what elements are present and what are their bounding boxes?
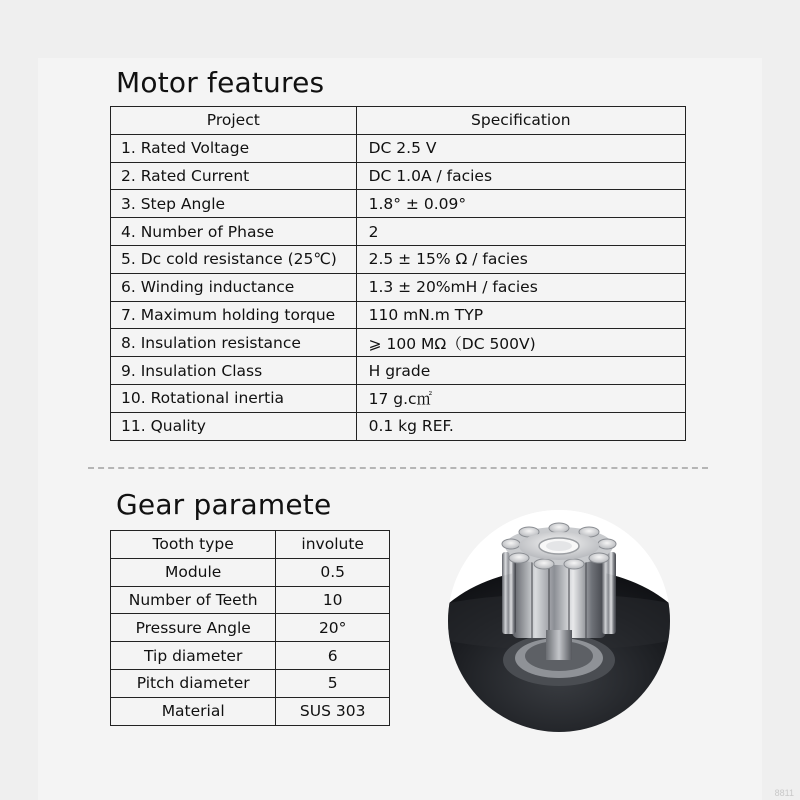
gear-illustration [448, 510, 670, 732]
row-label: Pitch diameter [111, 669, 276, 697]
row-value: 17 g.c㎡ [356, 384, 685, 412]
row-label: 4. Number of Phase [111, 218, 357, 246]
row-value: 20° [276, 614, 390, 642]
header-project: Project [111, 107, 357, 135]
row-value: H grade [356, 357, 685, 385]
row-value: 6 [276, 642, 390, 670]
watermark: 8811 [774, 788, 794, 798]
table-row [111, 162, 686, 190]
row-value: SUS 303 [276, 697, 390, 725]
motor-features-title: Motor features [116, 66, 325, 99]
table-row [111, 218, 686, 246]
row-label: 2. Rated Current [111, 162, 357, 190]
row-value: 1.8° ± 0.09° [356, 190, 685, 218]
row-label: 7. Maximum holding torque [111, 301, 357, 329]
table-header-row [111, 107, 686, 135]
row-label: 1. Rated Voltage [111, 134, 357, 162]
gear-parameters-table [110, 530, 390, 726]
row-value: 0.1 kg REF. [356, 412, 685, 440]
table-row [111, 245, 686, 273]
table-row [111, 273, 686, 301]
table-row [111, 134, 686, 162]
motor-features-table [110, 106, 686, 441]
gear-photo [448, 510, 670, 732]
row-label: 3. Step Angle [111, 190, 357, 218]
section-divider [88, 467, 708, 469]
table-row [111, 190, 686, 218]
row-value: 5 [276, 669, 390, 697]
row-label: Module [111, 558, 276, 586]
row-value: 1.3 ± 20%mH / facies [356, 273, 685, 301]
row-value: involute [276, 531, 390, 559]
row-label: Tip diameter [111, 642, 276, 670]
header-specification: Specification [356, 107, 685, 135]
table-row [111, 329, 686, 357]
table-row [111, 669, 390, 697]
row-label: 9. Insulation Class [111, 357, 357, 385]
row-label: Material [111, 697, 276, 725]
table-row [111, 586, 390, 614]
row-label: Pressure Angle [111, 614, 276, 642]
table-row [111, 697, 390, 725]
row-label: 11. Quality [111, 412, 357, 440]
row-label: 10. Rotational inertia [111, 384, 357, 412]
table-row [111, 531, 390, 559]
row-label: 5. Dc cold resistance (25℃) [111, 245, 357, 273]
row-label: 6. Winding inductance [111, 273, 357, 301]
row-value: ⩾ 100 MΩ（DC 500V) [356, 329, 685, 357]
table-row [111, 558, 390, 586]
row-value: 0.5 [276, 558, 390, 586]
row-label: Tooth type [111, 531, 276, 559]
row-value: 110 mN.m TYP [356, 301, 685, 329]
row-value: 2 [356, 218, 685, 246]
row-value: 2.5 ± 15% Ω / facies [356, 245, 685, 273]
row-value: DC 2.5 V [356, 134, 685, 162]
table-row [111, 301, 686, 329]
table-row [111, 357, 686, 385]
row-label: 8. Insulation resistance [111, 329, 357, 357]
gear-parameters-title: Gear paramete [116, 488, 332, 521]
table-row [111, 384, 686, 412]
table-row [111, 412, 686, 440]
row-value: DC 1.0A / facies [356, 162, 685, 190]
table-row [111, 614, 390, 642]
row-value: 10 [276, 586, 390, 614]
table-row [111, 642, 390, 670]
row-label: Number of Teeth [111, 586, 276, 614]
